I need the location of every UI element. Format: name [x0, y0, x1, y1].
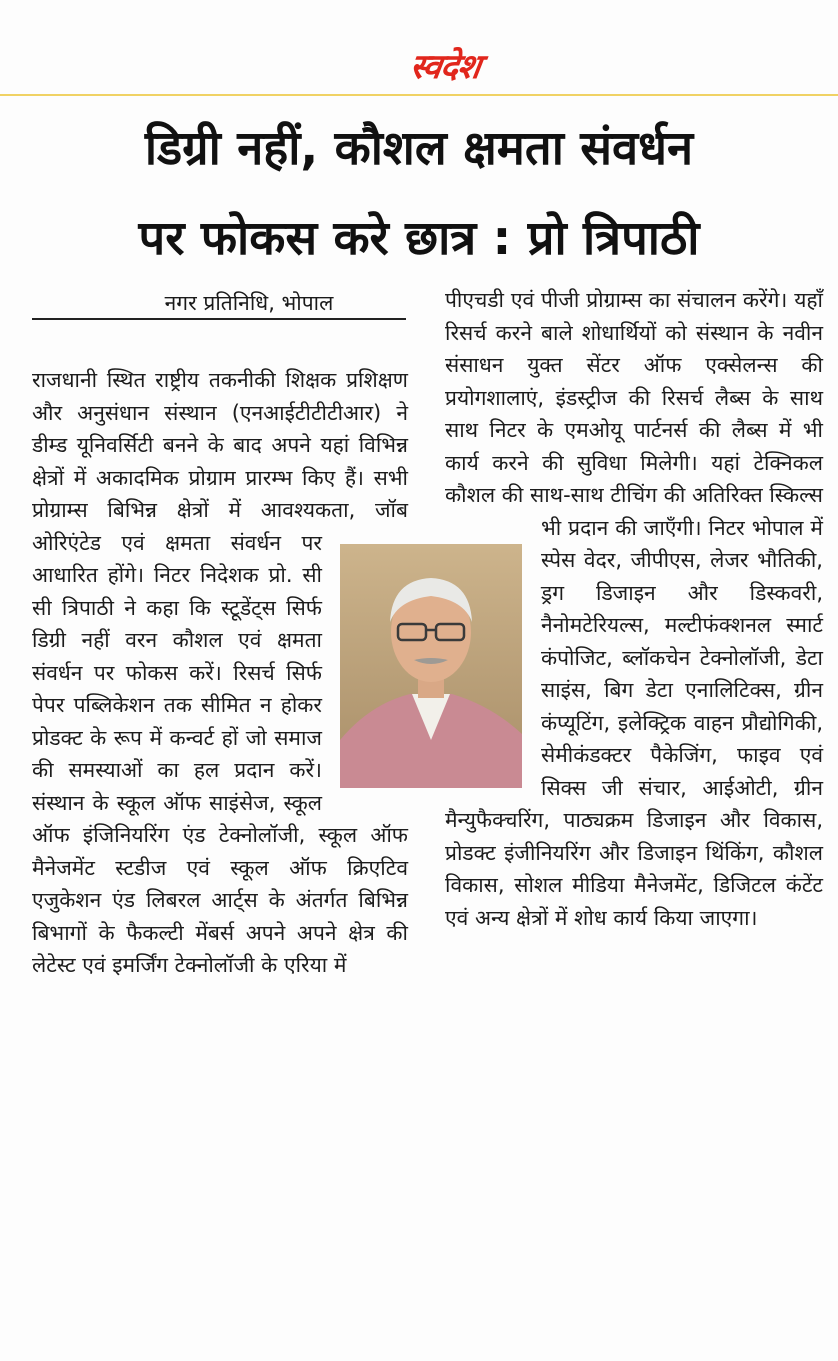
byline: नगर प्रतिनिधि, भोपाल	[32, 288, 406, 320]
headline-line-2: पर फोकस करे छात्र : प्रो त्रिपाठी	[138, 211, 700, 266]
headline	[0, 104, 838, 284]
portrait-photo-icon	[340, 544, 522, 788]
article-text-left: राजधानी स्थित राष्ट्रीय तकनीकी शिक्षक प्रशिक्षण और अनुसंधान संस्थान (एनआईटीटीटीआर) ने डीम्ड यूनिवर्सिटी बनने के बाद अपने यहां विभिन्न क्षेत्रों में अकादमिक प्रोग्राम प्रारम्भ किए हैं। सभी प्रोग्राम्स बिभिन्न क्षेत्रों में आवश्यकता, जॉब ओरिएंटेड एवं क्षमता संवर्धन पर आधारित होंगे। निटर निदेशक प्रो. सी सी त्रिपाठी ने कहा कि स्टूडेंट्स सिर्फ डिग्री नहीं वरन कौशल एवं क्षमता संवर्धन पर फोकस करें। रिसर्च सिर्फ पेपर पब्लिकेशन तक सीमित न होकर प्रोडक्ट के रूप में कन्वर्ट हों जो समाज की समस्याओं का हल प्रदान करें। संस्थान के स्कूल ऑफ साइंसेज, स्कूल ऑफ इंजिनियरिंग एंड टेक्नोलॉजी, स्कूल ऑफ मैनेजमेंट स्टडीज एवं स्कूल ऑफ क्रिएटिव एजुकेशन एंड लिबरल आर्ट्स के अंतर्गत बिभिन्न बिभागों के फैकल्टी मेंबर्स अपने अपने क्षेत्र की लेटेस्ट एवं इमर्जिंग टेक्नोलॉजी के एरिया में	[32, 368, 408, 977]
headline-line-1: डिग्री नहीं, कौशल क्षमता संवर्धन	[144, 121, 694, 176]
masthead	[0, 40, 838, 96]
article-text-right: पीएचडी एवं पीजी प्रोग्राम्स का संचालन करेंगे। यहाँ रिसर्च करने बाले शोधार्थियों को संस्थान के नवीन संसाधन युक्त सेंटर ऑफ एक्सेलन्स की प्रयोगशालाएं, इंडस्ट्रीज की रिसर्च लैब्स के साथ साथ निटर के एमओयू पार्टनर्स की लैब्स में भी कार्य करने की सुविधा मिलेगी। यहां टेक्निकल कौशल की साथ-साथ टीचिंग की अतिरिक्त स्किल्स भी प्रदान की जाएँगी। निटर भोपाल में स्पेस वेदर, जीपीएस, लेजर भौतिकी, ड्रग डिजाइन और डिस्कवरी, नैनोमटेरियल्स, मल्टीफंक्शनल स्मार्ट कंपोजिट, ब्लॉकचेन टेक्नोलॉजी, डेटा साइंस, बिग डेटा एनालिटिक्स, ग्रीन कंप्यूटिंग, इलेक्ट्रिक वाहन प्रौद्योगिकी, सेमीकंडक्टर पैकेजिंग, फाइव एवं सिक्स जी संचार, आईओटी, ग्रीन मैन्युफैक्चरिंग, पाठ्यक्रम डिजाइन और विकास, प्रोडक्ट इंजीनियरिंग और डिजाइन थिंकिंग, कौशल विकास, सोशल मीडिया मैनेजमेंट, डिजिटल कंटेंट एवं अन्य क्षेत्रों में शोध कार्य किया जाएगा।	[445, 288, 823, 930]
newspaper-logo: स्वदेश	[407, 47, 483, 87]
portrait-photo	[340, 544, 522, 788]
